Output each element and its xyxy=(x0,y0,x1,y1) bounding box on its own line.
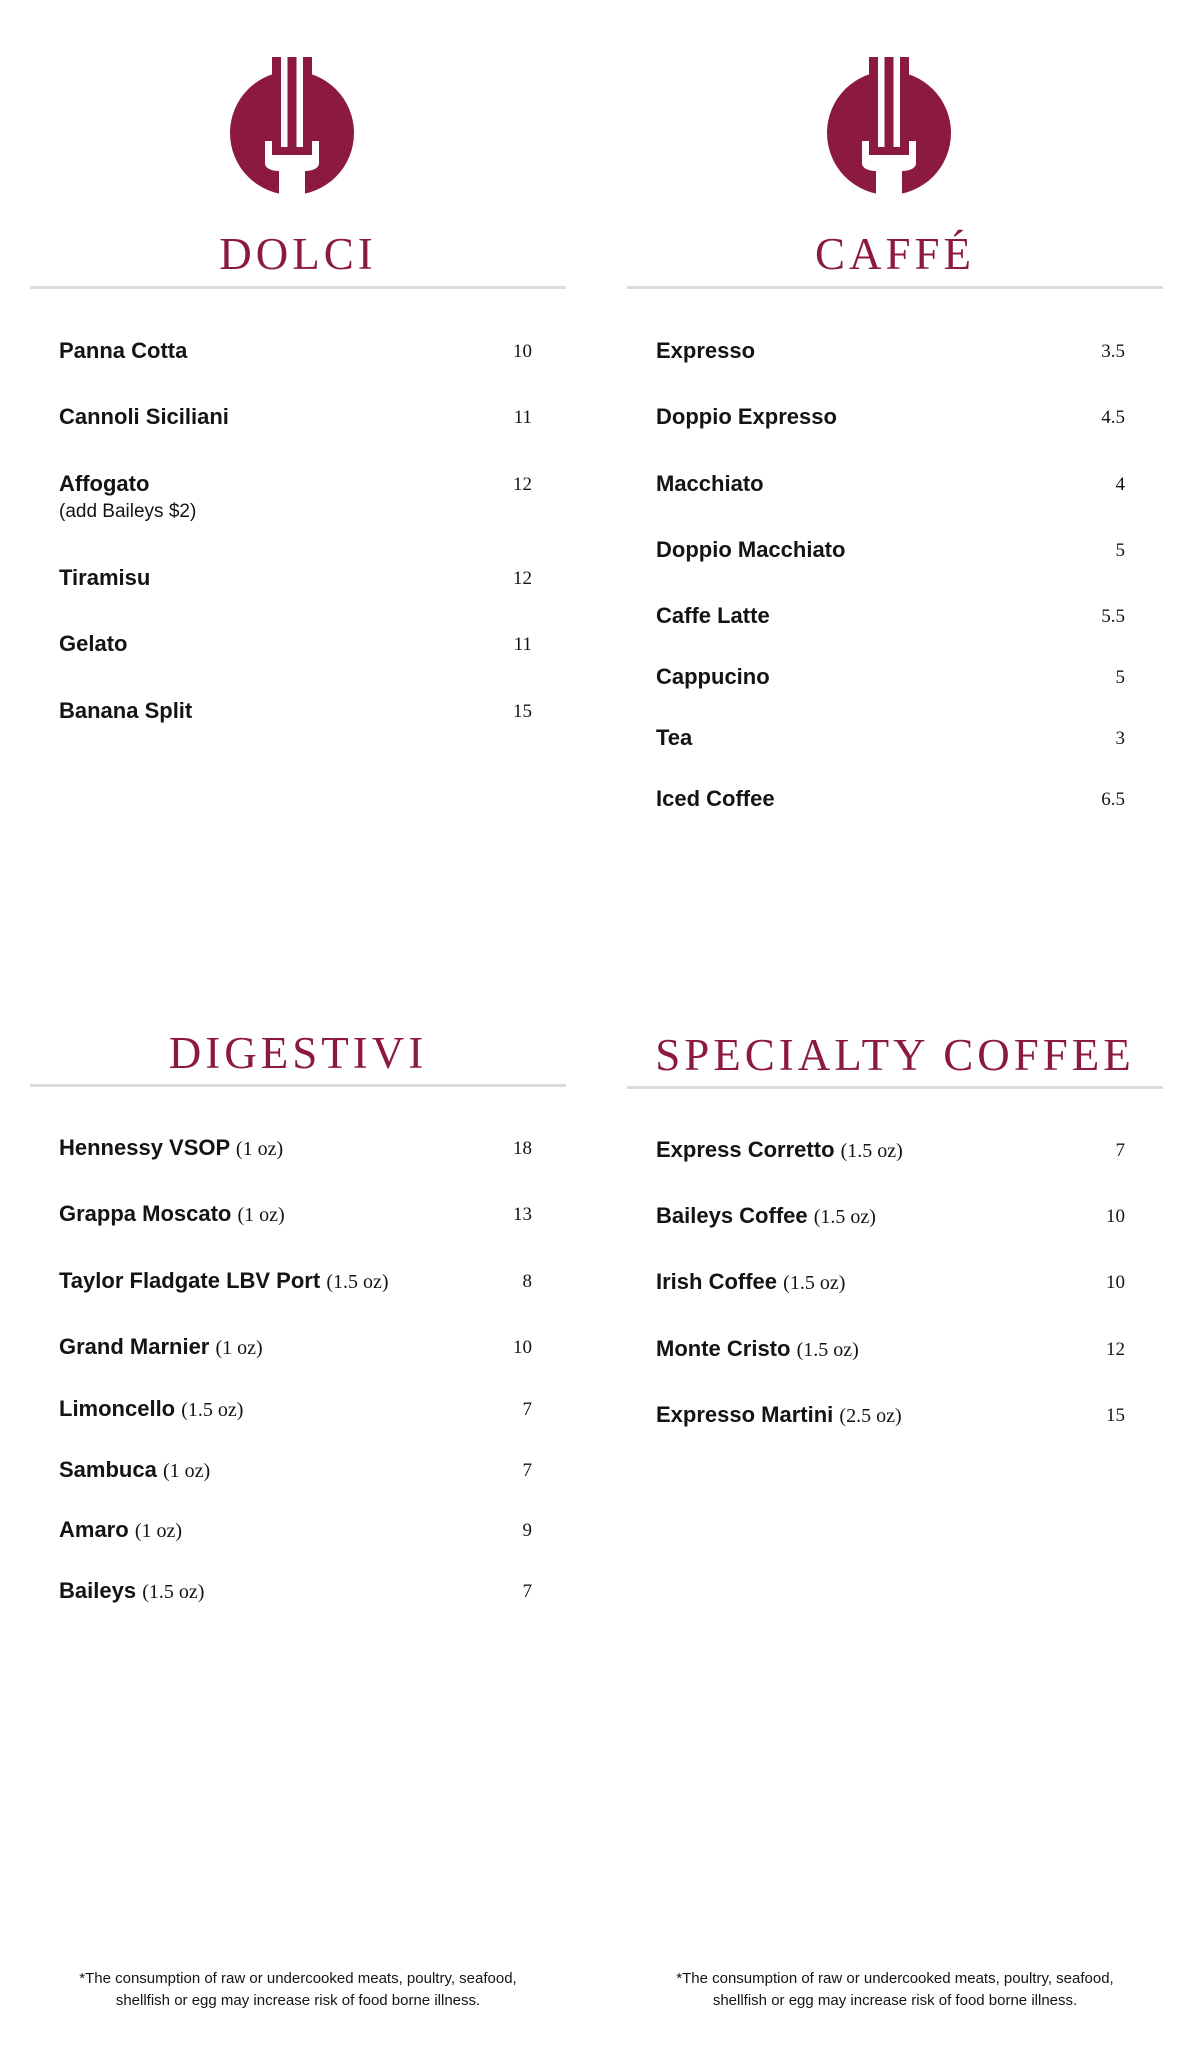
item-price: 12 xyxy=(513,568,532,589)
item-size: (1.5 oz) xyxy=(181,1399,244,1421)
menu-item xyxy=(30,1332,566,1372)
item-size: (1.5 oz) xyxy=(142,1581,205,1603)
item-name: Doppio Expresso xyxy=(656,404,837,429)
item-name: Doppio Macchiato xyxy=(656,537,846,562)
item-price: 7 xyxy=(522,1581,532,1602)
item-price: 3 xyxy=(1115,728,1125,749)
item-size: (1 oz) xyxy=(215,1337,263,1359)
item-name: Cappucino xyxy=(656,664,770,689)
item-name: Express Corretto (1.5 oz) xyxy=(656,1137,903,1162)
menu-item xyxy=(627,402,1163,442)
item-name: Baileys Coffee (1.5 oz) xyxy=(656,1203,876,1228)
menu-item xyxy=(627,1400,1163,1440)
item-name: Grappa Moscato (1 oz) xyxy=(59,1201,285,1226)
menu-item xyxy=(30,563,566,603)
item-name: Cannoli Siciliani xyxy=(59,404,229,429)
menu-item xyxy=(627,662,1163,702)
item-price: 13 xyxy=(513,1204,532,1225)
item-price: 10 xyxy=(1106,1206,1125,1227)
menu-item xyxy=(30,469,566,533)
item-size: (1.5 oz) xyxy=(796,1339,859,1361)
item-price: 18 xyxy=(513,1138,532,1159)
item-name: Expresso xyxy=(656,338,756,363)
item-price: 5.5 xyxy=(1101,606,1125,627)
menu-item xyxy=(30,1394,566,1434)
item-size: (1.5 oz) xyxy=(813,1206,876,1228)
section-divider xyxy=(30,1084,566,1087)
menu-item xyxy=(627,1334,1163,1374)
menu-item xyxy=(627,1201,1163,1241)
item-price: 11 xyxy=(513,634,532,655)
section-title-dolci: DOLCI xyxy=(219,229,377,279)
item-name: Irish Coffee (1.5 oz) xyxy=(656,1269,846,1294)
item-price: 5 xyxy=(1115,540,1125,561)
item-price: 9 xyxy=(522,1520,532,1541)
item-price: 15 xyxy=(513,701,532,722)
section-title-caffe: CAFFÉ xyxy=(814,229,976,279)
item-name: Affogato xyxy=(59,471,150,496)
item-price: 7 xyxy=(1115,1140,1125,1161)
menu-item xyxy=(30,402,566,442)
menu-item xyxy=(627,1267,1163,1307)
item-size: (1 oz) xyxy=(237,1204,285,1226)
item-name: Tea xyxy=(656,725,693,750)
item-price: 12 xyxy=(513,474,532,495)
fork-circle-icon xyxy=(826,57,952,198)
menu-item xyxy=(30,1515,566,1555)
item-size: (1 oz) xyxy=(134,1520,183,1542)
item-size: (1 oz) xyxy=(235,1138,284,1160)
item-price: 6.5 xyxy=(1101,789,1125,810)
item-name: Sambuca (1 oz) xyxy=(59,1457,211,1482)
item-name: Hennessy VSOP (1 oz) xyxy=(59,1135,284,1160)
item-price: 10 xyxy=(513,341,532,362)
item-name: Caffe Latte xyxy=(656,603,770,628)
item-name: Baileys (1.5 oz) xyxy=(59,1578,205,1603)
item-size: (2.5 oz) xyxy=(839,1405,902,1427)
item-price: 15 xyxy=(1106,1405,1125,1426)
menu-item xyxy=(627,723,1163,763)
item-price: 10 xyxy=(513,1337,532,1358)
menu-item xyxy=(627,1135,1163,1175)
item-price: 7 xyxy=(522,1460,532,1481)
section-title-specialty-coffee: SPECIALTY COFFEE xyxy=(655,1030,1135,1080)
menu-item xyxy=(30,696,566,736)
item-name: Limoncello (1.5 oz) xyxy=(59,1396,244,1421)
food-safety-footnote: *The consumption of raw or undercooked meats, poultry, seafood, shellfish or egg may increase risk of food borne illness. xyxy=(676,1970,1114,2009)
menu-item xyxy=(627,784,1163,824)
menu-item xyxy=(30,1576,566,1616)
item-name: Macchiato xyxy=(656,471,764,496)
section-divider xyxy=(627,286,1163,289)
item-price: 10 xyxy=(1106,1272,1125,1293)
menu-item xyxy=(30,1266,566,1306)
item-name: Tiramisu xyxy=(59,565,151,590)
menu-item xyxy=(627,336,1163,376)
item-size: (1 oz) xyxy=(162,1460,211,1482)
item-name: Amaro (1 oz) xyxy=(59,1517,183,1542)
section-divider xyxy=(30,286,566,289)
item-price: 4 xyxy=(1115,474,1125,495)
item-price: 11 xyxy=(513,407,532,428)
item-price: 12 xyxy=(1106,1339,1125,1360)
menu-item xyxy=(30,629,566,669)
section-divider xyxy=(627,1086,1163,1089)
menu-item xyxy=(30,1199,566,1239)
menu-item xyxy=(30,336,566,376)
item-price: 4.5 xyxy=(1101,407,1125,428)
fork-circle-icon xyxy=(229,57,355,198)
item-name: Panna Cotta xyxy=(59,338,188,363)
item-price: 5 xyxy=(1115,667,1125,688)
item-name: Gelato xyxy=(59,631,128,656)
item-size: (1.5 oz) xyxy=(840,1140,903,1162)
item-name: Monte Cristo (1.5 oz) xyxy=(656,1336,859,1361)
item-price: 7 xyxy=(522,1399,532,1420)
item-name: Banana Split xyxy=(59,698,193,723)
item-note: (add Baileys $2) xyxy=(59,501,197,522)
item-name: Iced Coffee xyxy=(656,786,775,811)
food-safety-footnote: *The consumption of raw or undercooked meats, poultry, seafood, shellfish or egg may increase risk of food borne illness. xyxy=(79,1970,517,2009)
item-name: Taylor Fladgate LBV Port (1.5 oz) xyxy=(59,1268,389,1293)
item-size: (1.5 oz) xyxy=(783,1272,846,1294)
item-name: Grand Marnier (1 oz) xyxy=(59,1334,263,1359)
item-price: 8 xyxy=(522,1271,532,1292)
menu-item xyxy=(627,469,1163,509)
menu-item xyxy=(30,1133,566,1173)
section-title-digestivi: DIGESTIVI xyxy=(168,1028,428,1078)
menu-item xyxy=(627,601,1163,641)
item-name: Expresso Martini (2.5 oz) xyxy=(656,1402,902,1427)
item-price: 3.5 xyxy=(1101,341,1125,362)
item-size: (1.5 oz) xyxy=(326,1271,389,1293)
menu-item xyxy=(30,1455,566,1495)
menu-item xyxy=(627,535,1163,575)
